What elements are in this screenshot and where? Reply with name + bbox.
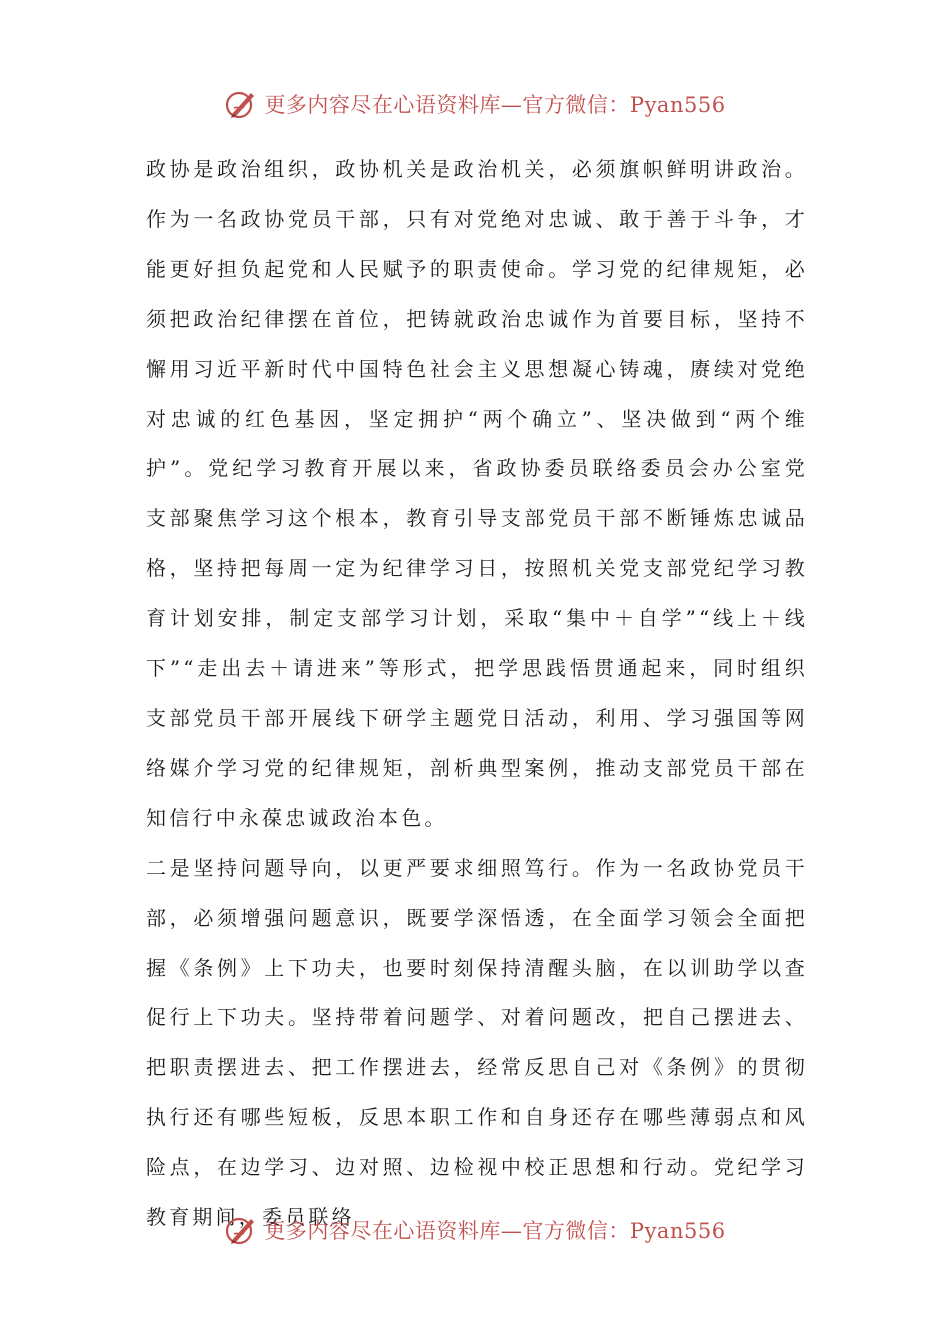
paragraph-2: 二是坚持问题导向，以更严要求细照笃行。作为一名政协党员干部，必须增强问题意识，既要学深悟透，在全面学习领会全面把握《条例》上下功夫，也要时刻保持清醒头脑，在以训助学以查促行上下功夫。坚持带着问题学、对着问题改，把自己摆进去、把职责摆进去、把工作摆进去，经常反思自己对《条例》的贯彻执行还有哪些短板，反思本职工作和自身还存在哪些薄弱点和风险点，在边学习、边对照、边检视中校正思想和行动。党纪学习教育期间，委员联络 [146, 855, 808, 1230]
document-body [146, 145, 808, 1243]
header-banner [0, 84, 950, 124]
red-pen-circle-logo-icon [224, 1213, 258, 1247]
paragraph-1: 政协是政治组织，政协机关是政治机关，必须旗帜鲜明讲政治。作为一名政协党员干部，只有对党绝对忠诚、敢于善于斗争，才能更好担负起党和人民赋予的职责使命。学习党的纪律规矩，必须把政治纪律摆在首位，把铸就政治忠诚作为首要目标，坚持不懈用习近平新时代中国特色社会主义思想凝心铸魂，赓续对党绝对忠诚的红色基因，坚定拥护“两个确立”、坚决做到“两个维护”。党纪学习教育开展以来，省政协委员联络委员会办公室党支部聚焦学习这个根本，教育引导支部党员干部不断锤炼忠诚品格，坚持把每周一定为纪律学习日，按照机关党支部党纪学习教育计划安排，制定支部学习计划，采取“集中＋自学”“线上＋线下”“走出去＋请进来”等形式，把学思践悟贯通起来，同时组织支部党员干部开展线下研学主题党日活动，利用、学习强国等网络媒介学习党的纪律规矩，剖析典型案例，推动支部党员干部在知信行中永葆忠诚政治本色。 [146, 157, 808, 830]
header-banner-text: 更多内容尽在心语资料库—官方微信：Pyan556 [264, 93, 726, 117]
red-pen-circle-logo-icon [224, 87, 258, 121]
footer-banner-text: 更多内容尽在心语资料库—官方微信：Pyan556 [264, 1219, 726, 1243]
footer-banner [0, 1210, 950, 1250]
